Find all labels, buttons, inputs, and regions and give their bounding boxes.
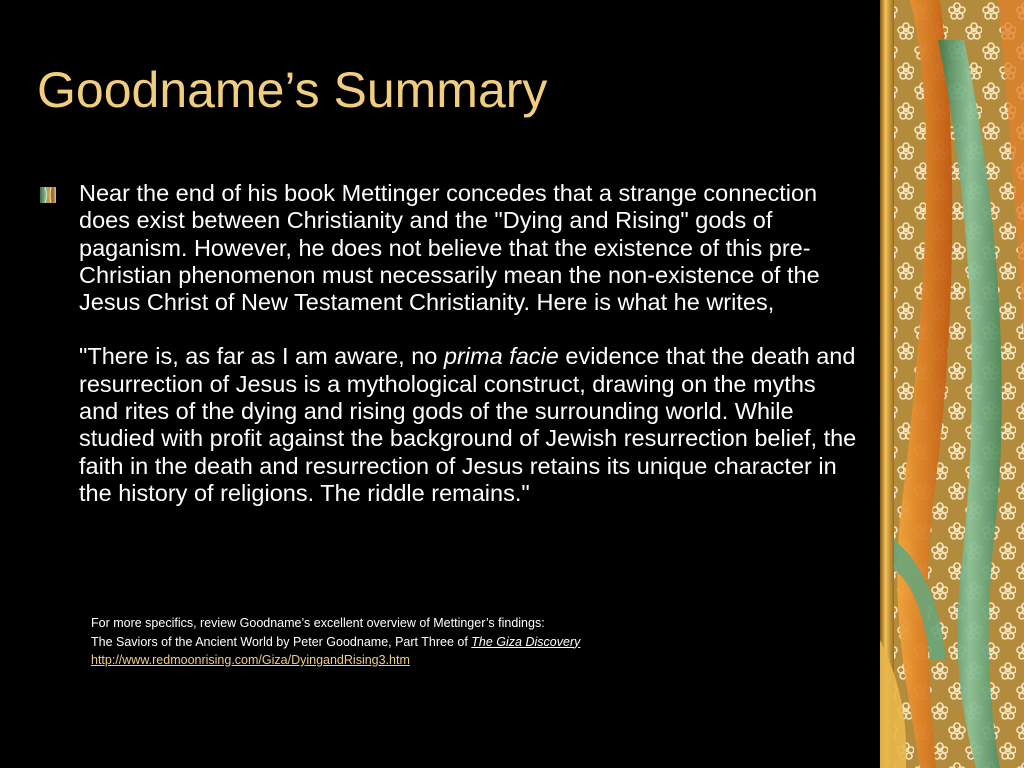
slide-title: Goodname’s Summary xyxy=(37,62,548,118)
mettinger-quote xyxy=(79,343,860,507)
bullet-item xyxy=(40,180,860,507)
quote-text-end: evidence that the death and resurrection of Jesus is a mythological construct, drawing on the myths and rites of the dying and rising gods of the surrounding world. While studied with profit against the background of Jewish resurrection belief, the faith in the death and resurrection of Jesus retains its unique character in the history of religions. The riddle remains." xyxy=(79,343,857,506)
reference-url-link[interactable]: http://www.redmoonrising.com/Giza/DyingandRising3.htm xyxy=(91,653,410,667)
slide-body xyxy=(40,180,860,507)
references-intro: For more specifics, review Goodname’s excellent overview of Mettinger’s findings: xyxy=(91,616,545,630)
quote-text-start: "There is, as far as I am aware, no xyxy=(79,343,444,370)
bullet-icon xyxy=(40,187,56,203)
quote-italic-phrase: prima facie xyxy=(443,343,559,370)
source-text: The Saviors of the Ancient World by Peter Goodname, Part Three of xyxy=(91,634,472,649)
summary-paragraph: Near the end of his book Mettinger concedes that a strange connection does exist between Christianity and the "Dying and Rising" gods of paganism. However, he does not believe that the existence of this pre-Christian phenomenon must necessarily mean the non-existence of the Jesus Christ of New Testament Christianity. Here is what he writes, xyxy=(79,180,820,316)
floral-decoration-panel xyxy=(880,0,1024,768)
references-source xyxy=(91,633,831,652)
references xyxy=(91,614,831,670)
giza-discovery-link[interactable]: The Giza Discovery xyxy=(471,634,581,649)
